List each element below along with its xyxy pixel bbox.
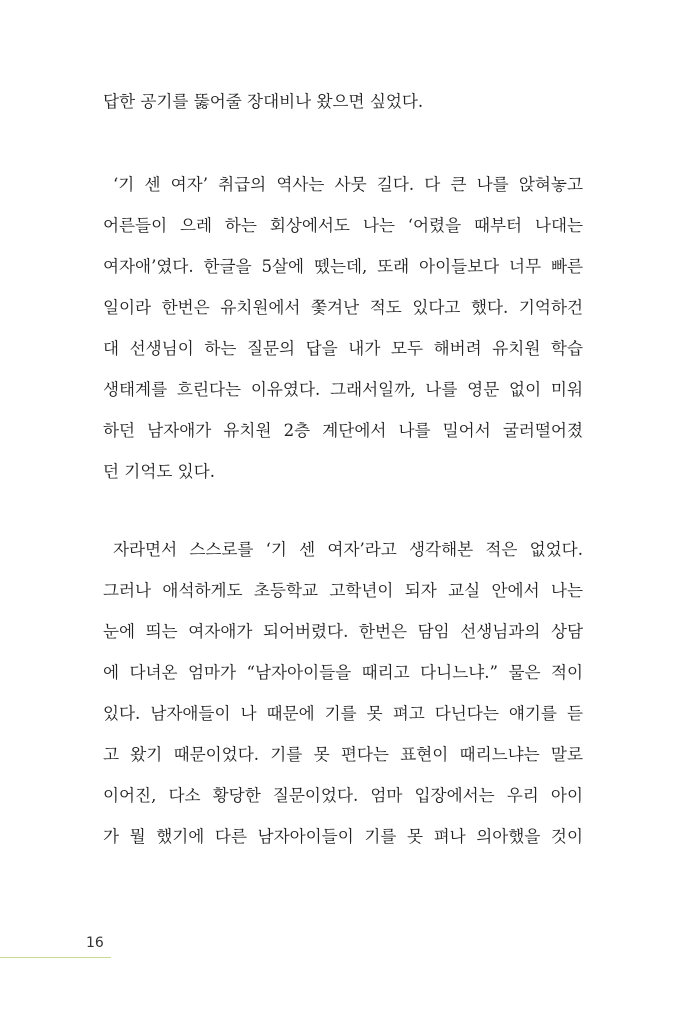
text-line: 대 선생님이 하는 질문의 답을 내가 모두 해버려 유치원 학습	[103, 339, 583, 358]
text-line: 어른들이 으레 하는 회상에서도 나는 ‘어렸을 때부터 나대는	[103, 216, 583, 235]
text-line: 답한 공기를 뚫어줄 장대비나 왔으면 싶었다.	[103, 92, 424, 111]
text-line: 자라면서 스스로를 ‘기 센 여자’라고 생각해본 적은 없었다.	[113, 540, 583, 559]
footer-rule	[0, 957, 111, 958]
text-line: 이어진, 다소 황당한 질문이었다. 엄마 입장에서는 우리 아이	[103, 786, 583, 805]
text-line: 가 뭘 했기에 다른 남자아이들이 기를 못 펴나 의아했을 것이	[103, 827, 583, 846]
text-line: 그러나 애석하게도 초등학교 고학년이 되자 교실 안에서 나는	[103, 581, 583, 600]
text-line: ‘기 센 여자’ 취급의 역사는 사뭇 길다. 다 큰 나를 앉혀놓고	[113, 175, 583, 194]
text-line: 생태계를 흐린다는 이유였다. 그래서일까, 나를 영문 없이 미워	[103, 380, 583, 399]
text-line: 고 왔기 때문이었다. 기를 못 편다는 표현이 때리느냐는 말로	[103, 745, 583, 764]
text-line: 있다. 남자애들이 나 때문에 기를 못 펴고 다닌다는 얘기를 듣	[103, 704, 583, 723]
page-number: 16	[86, 935, 104, 951]
text-line: 눈에 띄는 여자애가 되어버렸다. 한번은 담임 선생님과의 상담	[103, 622, 583, 641]
text-line: 하던 남자애가 유치원 2층 계단에서 나를 밀어서 굴러떨어졌	[103, 421, 583, 440]
text-line: 에 다녀온 엄마가 “남자아이들을 때리고 다니느냐.” 물은 적이	[103, 663, 583, 682]
text-line: 일이라 한번은 유치원에서 쫓겨난 적도 있다고 했다. 기억하건	[103, 298, 583, 317]
text-line: 던 기억도 있다.	[103, 462, 216, 481]
text-line: 여자애’였다. 한글을 5살에 뗐는데, 또래 아이들보다 너무 빠른	[103, 257, 583, 276]
